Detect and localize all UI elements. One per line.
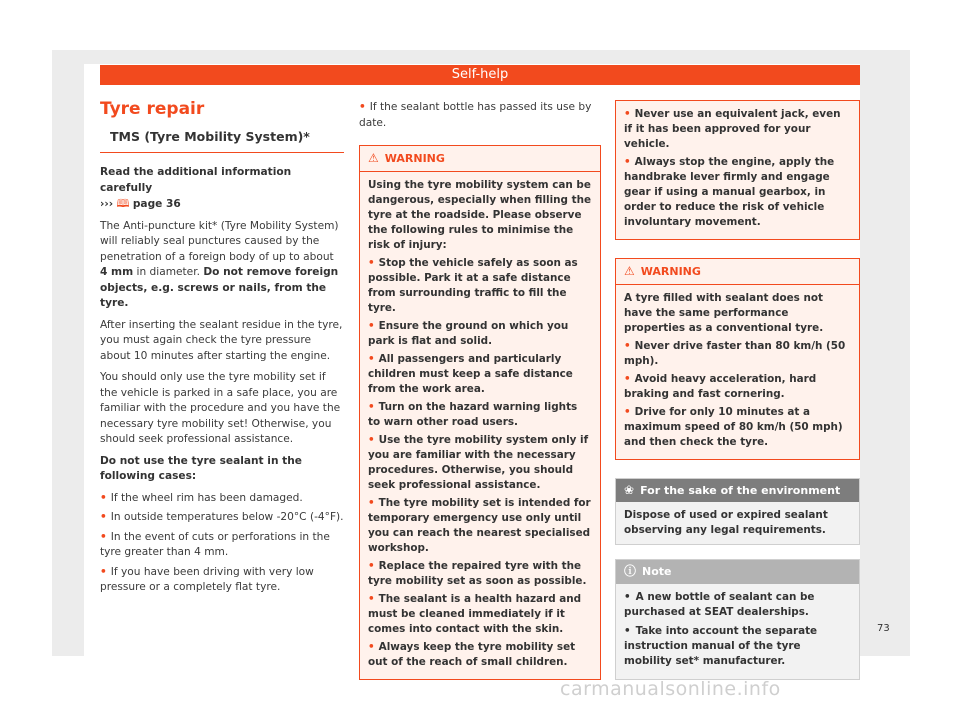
column-1 bbox=[100, 100, 344, 600]
list-item: • The tyre mobility set is intended for temporary emergency use only until you can reach the nearest specialised workshop. bbox=[368, 496, 591, 554]
page-number: 73 bbox=[877, 623, 890, 634]
section-header: Self-help bbox=[100, 65, 860, 85]
intro-paragraph: The Anti-puncture kit* (Tyre Mobility System) will reliably seal punctures caused by the penetration of a foreign body of up to about 4 mm in diameter. Do not remove foreign objects, e.g. screws or nails, from the tyre. bbox=[100, 219, 339, 309]
read-info-text: Read the additional information carefully bbox=[100, 166, 292, 194]
list-item: • A new bottle of sealant can be purchased at SEAT dealerships. bbox=[624, 590, 815, 618]
read-info-paragraph bbox=[100, 165, 344, 213]
paragraph-2: After inserting the sealant residue in the tyre, you must again check the tyre pressure about 10 minutes after starting the engine. bbox=[100, 318, 343, 362]
info-icon: ⓘ bbox=[624, 564, 637, 578]
list-item: • If the wheel rim has been damaged. bbox=[100, 491, 303, 504]
book-icon: 🕮 bbox=[116, 197, 130, 210]
cases-heading: Do not use the tyre sealant in the following cases: bbox=[100, 454, 302, 482]
watermark: carmanualsonline.info bbox=[560, 678, 781, 700]
warning-box bbox=[615, 258, 860, 460]
list-item: • Always stop the engine, apply the handbrake lever firmly and engage gear if using a manual gearbox, in order to reduce the risk of vehicle involuntary movement. bbox=[624, 156, 835, 228]
environment-body: Dispose of used or expired sealant observing any legal requirements. bbox=[624, 509, 828, 536]
list-item: • Use the tyre mobility system only if you are familiar with the necessary procedures. Otherwise, you should seek professional assistance. bbox=[368, 433, 589, 491]
environment-header: ❀ For the sake of the environment bbox=[616, 479, 859, 503]
list-item: • Take into account the separate instruction manual of the tyre mobility set* manufacturer. bbox=[624, 624, 818, 667]
paragraph-3: You should only use the tyre mobility set if the vehicle is parked in a safe place, you are familiar with the procedure and you have the necessary tyre mobility set! Otherwise, you should seek professional assistance. bbox=[100, 371, 341, 445]
warning-header: ⚠ WARNING bbox=[616, 259, 859, 285]
list-item: • Turn on the hazard warning lights to warn other road users. bbox=[368, 400, 578, 428]
warning-body: Using the tyre mobility system can be dangerous, especially when filling the tyre at the roadside. Please observe the following rules to minimise the risk of injury: • Stop the vehicle safely as soon as possible. Park it at a safe distance from surrounding traffic to fill the tyre. • Ensure the ground on which you park is flat and solid. • All passengers and particularly children must keep a safe distance from the work area. • Turn on the hazard warning lights to warn other road users. • Use the tyre mobility system only if you are familiar with the necessary procedures. Otherwise, you should seek professional assistance. • The tyre mobility set is intended for temporary emergency use only until you can reach the nearest specialised workshop. • Replace the repaired tyre with the tyre mobility set as soon as possible. • The sealant is a health hazard and must be cleaned immediately if it comes into contact with the skin. • Always keep the tyre mobility set out of the reach of small children. bbox=[368, 178, 592, 668]
list-item: • In outside temperatures below -20°C (-4°F). bbox=[100, 511, 344, 523]
list-item: • Always keep the tyre mobility set out of the reach of small children. bbox=[368, 640, 576, 668]
column-3 bbox=[615, 100, 860, 692]
list-item: • If you have been driving with very low pressure or a completely flat tyre. bbox=[100, 565, 314, 593]
warning-triangle-icon: ⚠ bbox=[368, 151, 379, 165]
environment-box bbox=[615, 478, 860, 546]
list-item: • All passengers and particularly children must keep a safe distance from the work area. bbox=[368, 352, 573, 395]
list-item: • Never use an equivalent jack, even if it has been approved for your vehicle. bbox=[624, 108, 841, 150]
list-item: • Ensure the ground on which you park is flat and solid. bbox=[368, 319, 569, 347]
page-title: Tyre repair bbox=[100, 99, 205, 119]
list-item: • Drive for only 10 minutes at a maximum speed of 80 km/h (50 mph) and then check the tyre. bbox=[624, 405, 843, 448]
warning-triangle-icon: ⚠ bbox=[624, 264, 635, 278]
warning-box-continued bbox=[615, 100, 860, 240]
ref-prefix: ››› bbox=[100, 198, 114, 210]
list-item: • Stop the vehicle safely as soon as possible. Park it at a safe distance from surrounding traffic to fill the tyre. bbox=[368, 256, 578, 314]
column-2 bbox=[359, 100, 601, 692]
warning-box bbox=[359, 145, 601, 680]
leaf-icon: ❀ bbox=[624, 482, 635, 497]
warning-header: ⚠ WARNING bbox=[360, 146, 600, 172]
warning-body: A tyre filled with sealant does not have the same performance properties as a conventional tyre. • Never drive faster than 80 km/h (50 mph). • Avoid heavy acceleration, hard braking and fast cornering. • Drive for only 10 minutes at a maximum speed of 80 km/h (50 mph) and then check the tyre. bbox=[616, 285, 859, 459]
section-subtitle: TMS (Tyre Mobility System)* bbox=[100, 129, 344, 154]
list-item: • Replace the repaired tyre with the tyre mobility set as soon as possible. bbox=[368, 559, 587, 587]
note-box bbox=[615, 559, 860, 680]
list-item: • If the sealant bottle has passed its use by date. bbox=[359, 101, 592, 129]
ref-page-link[interactable]: page 36 bbox=[132, 198, 181, 210]
list-item: • Never drive faster than 80 km/h (50 mph). bbox=[624, 339, 846, 367]
warning-continued-body bbox=[616, 101, 859, 239]
note-header: ⓘ Note bbox=[616, 560, 859, 584]
list-item: • In the event of cuts or perforations in the tyre greater than 4 mm. bbox=[100, 530, 330, 558]
list-item: • Avoid heavy acceleration, hard braking and fast cornering. bbox=[624, 372, 817, 400]
list-item: • The sealant is a health hazard and must be cleaned immediately if it comes into contact with the skin. bbox=[368, 592, 582, 635]
note-body bbox=[616, 584, 859, 679]
